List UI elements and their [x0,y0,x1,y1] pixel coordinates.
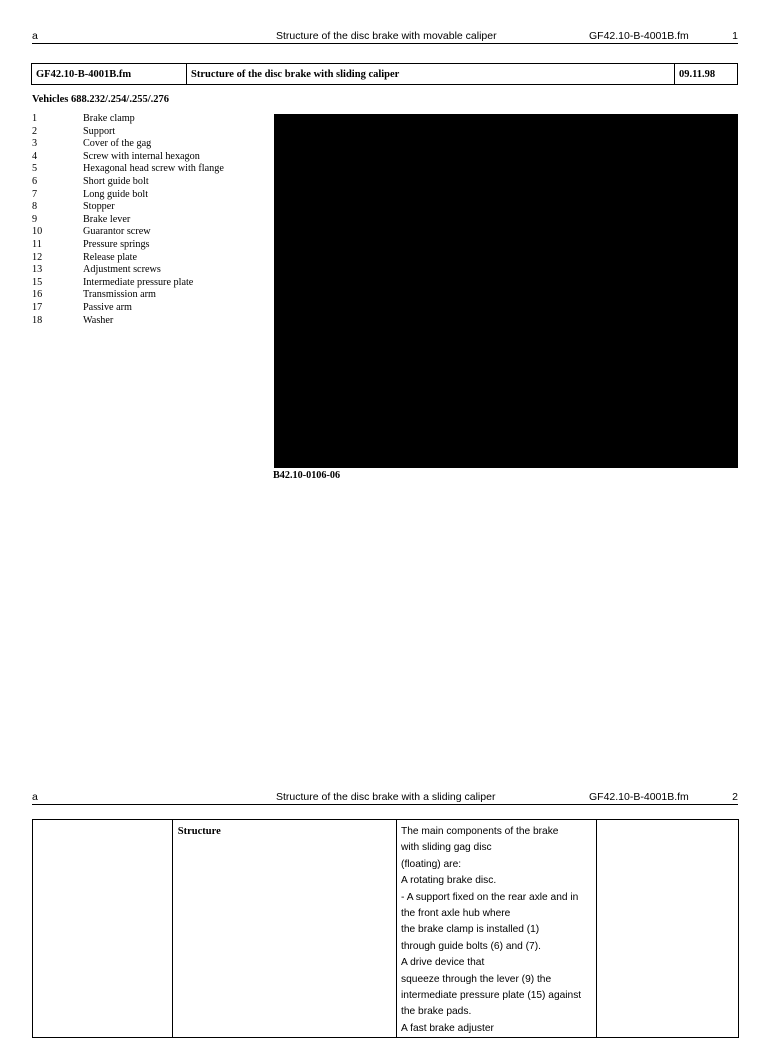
part-number: 9 [32,213,38,225]
page1-header-page-number: 1 [732,30,738,42]
part-number: 3 [32,138,38,150]
vehicles-heading: Vehicles 688.232/.254/.255/.276 [32,94,169,105]
page2-header-page-number: 2 [732,791,738,803]
description-line: squeeze through the lever (9) the [401,973,552,985]
part-number: 11 [32,238,42,250]
part-number: 7 [32,188,38,200]
doc-title-cell: Structure of the disc brake with sliding caliper [187,64,675,85]
section-label-cell [172,820,396,1038]
part-number: 1 [32,113,38,124]
empty-cell-left [33,820,173,1038]
part-number: 13 [32,264,43,276]
part-name: Washer [83,314,114,326]
part-number: 10 [32,226,43,238]
page1-header-file: GF42.10-B-4001B.fm [589,30,689,42]
part-name: Adjustment screws [83,264,161,276]
page2-structure-table [32,819,739,1038]
part-number: 8 [32,201,38,213]
part-name: Support [83,125,116,137]
part-number: 16 [32,289,43,301]
doc-id-cell: GF42.10-B-4001B.fm [32,64,187,85]
part-name: Brake lever [83,213,131,225]
description-line: the brake clamp is installed (1) [401,924,540,936]
page2-header-title: Structure of the disc brake with a sliding caliper [276,791,496,803]
description-line: the brake pads. [401,1006,472,1018]
description-line: A rotating brake disc. [401,875,497,887]
part-name: Release plate [83,251,138,263]
description-cell [397,820,597,1038]
page1-header-left: a [32,30,38,42]
doc-date-cell: 09.11.98 [675,64,738,85]
description-line: with sliding gag disc [401,842,492,854]
description-line: A fast brake adjuster [401,1022,494,1034]
part-name: Transmission arm [83,289,156,301]
part-name: Screw with internal hexagon [83,150,200,162]
part-number: 12 [32,251,43,263]
page1-header-title: Structure of the disc brake with movable caliper [276,30,497,42]
part-name: Brake clamp [83,113,135,124]
part-number: 4 [32,150,38,162]
section-label: Structure [177,826,221,837]
empty-cell-right [597,820,739,1038]
page2-header-rule [32,804,738,805]
part-number: 18 [32,314,43,326]
part-name: Cover of the gag [83,138,152,150]
part-number: 5 [32,163,38,175]
page2-header-file: GF42.10-B-4001B.fm [589,791,689,803]
figure-caption: B42.10-0106-06 [273,470,341,481]
page2-running-header [32,791,738,805]
part-name: Long guide bolt [83,188,149,200]
part-name: Passive arm [83,301,132,313]
part-name: Stopper [83,201,115,213]
page2-header-left: a [32,791,38,803]
description-line: The main components of the brake [401,826,559,837]
page1-header-rule [32,43,738,44]
part-name: Hexagonal head screw with flange [83,163,224,175]
page1-title-table [31,63,738,85]
description-text [397,820,596,1037]
part-number: 15 [32,276,43,288]
part-name: Guarantor screw [83,226,151,238]
brake-figure-image [274,114,738,468]
part-name: Intermediate pressure plate [83,276,194,288]
part-number: 2 [32,125,38,137]
description-line: through guide bolts (6) and (7). [401,940,541,952]
part-name: Pressure springs [83,238,150,250]
description-line: (floating) are: [401,858,462,870]
description-line: A drive device that [401,957,485,969]
description-line: the front axle hub where [401,908,511,920]
description-line: intermediate pressure plate (15) against [401,990,582,1002]
part-number: 17 [32,301,43,313]
part-number: 6 [32,175,38,187]
page1-running-header [32,30,738,44]
description-line: - A support fixed on the rear axle and in [401,891,579,903]
part-name: Short guide bolt [83,175,149,187]
